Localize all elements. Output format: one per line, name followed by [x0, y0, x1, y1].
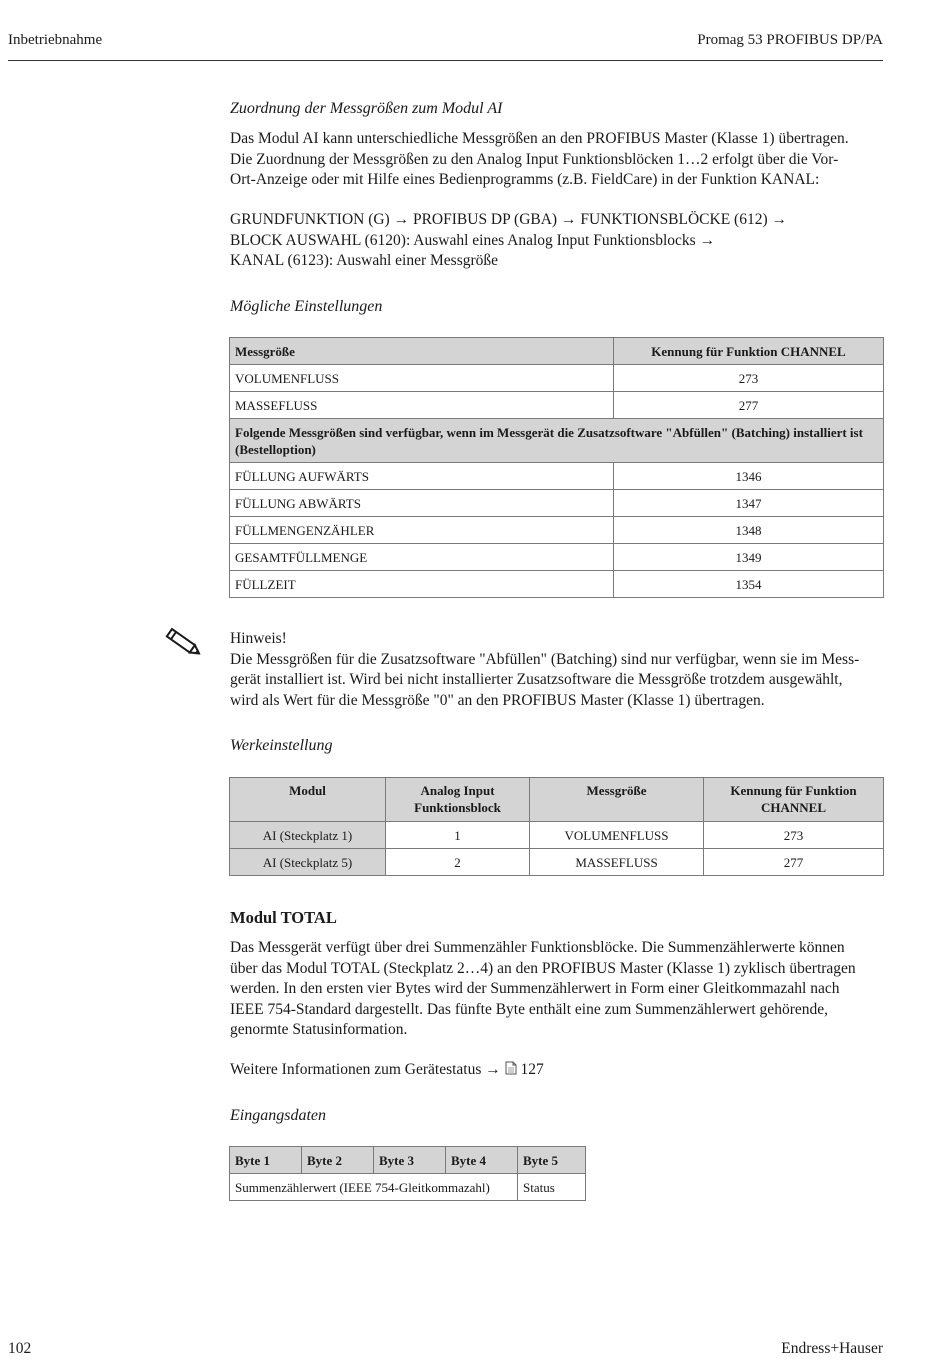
- table-cell: Status: [518, 1174, 586, 1201]
- table-cell: GESAMTFÜLLMENGE: [230, 544, 614, 571]
- table-cell: MASSEFLUSS: [530, 849, 704, 876]
- text-line: KANAL (6123): Auswahl einer Messgröße: [230, 252, 499, 269]
- table-subheader-row: [230, 419, 884, 463]
- text-line: Ort-Anzeige oder mit Hilfe eines Bedienprogramms (z.B. FieldCare) in der Funktion KANAL:: [230, 171, 820, 188]
- table-row: [230, 392, 884, 419]
- table-cell: MASSEFLUSS: [230, 392, 614, 419]
- reference-page-link[interactable]: 127: [520, 1061, 544, 1078]
- page-number: 102: [8, 1340, 32, 1357]
- page-reference-icon: [505, 1061, 517, 1082]
- table-cell: 1346: [614, 463, 884, 490]
- column-header: Byte 4: [446, 1147, 518, 1174]
- table-row: [230, 1174, 586, 1201]
- hinweis-block: [230, 629, 885, 711]
- zuordnung-heading: Zuordnung der Messgrößen zum Modul AI: [230, 100, 503, 117]
- text-line: Die Zuordnung der Messgrößen zu den Analog Input Funktionsblöcken 1…2 erfolgt über die Vor-: [230, 150, 839, 168]
- eingang-heading: Eingangsdaten: [230, 1107, 326, 1124]
- table-cell: AI (Steckplatz 5): [230, 849, 386, 876]
- table-cell: 2: [386, 849, 530, 876]
- table-subheader: Folgende Messgrößen sind verfügbar, wenn im Messgerät die Zusatzsoftware "Abfüllen" (Batching) installiert ist (Bestelloption): [230, 419, 884, 463]
- table-cell: AI (Steckplatz 1): [230, 822, 386, 849]
- table-row: [230, 849, 884, 876]
- text-line: über das Modul TOTAL (Steckplatz 2…4) an den PROFIBUS Master (Klasse 1) zyklisch übertragen: [230, 959, 856, 977]
- text-line: BLOCK AUSWAHL (6120): Auswahl eines Analog Input Funktionsblocks →: [230, 231, 716, 249]
- table-cell: FÜLLUNG ABWÄRTS: [230, 490, 614, 517]
- table-row: [230, 571, 884, 598]
- header-section-title: Inbetriebnahme: [8, 32, 103, 48]
- table-cell: 277: [704, 849, 884, 876]
- text-line: Das Messgerät verfügt über drei Summenzähler Funktionsblöcke. Die Summenzählerwerte können: [230, 939, 845, 956]
- text-line: Das Modul AI kann unterschiedliche Messgrößen an den PROFIBUS Master (Klasse 1) übertragen.: [230, 130, 849, 147]
- table-cell: Summenzählerwert (IEEE 754-Gleitkommazahl): [230, 1174, 518, 1201]
- table-row: [230, 365, 884, 392]
- text-line: werden. In den ersten vier Bytes wird der Summenzählerwert in Form einer Gleitkommazahl nach: [230, 980, 840, 997]
- table-cell: FÜLLMENGENZÄHLER: [230, 517, 614, 544]
- table-cell: 1349: [614, 544, 884, 571]
- column-header: Messgröße: [530, 778, 704, 822]
- table-cell: 1354: [614, 571, 884, 598]
- input-data-table: [229, 1146, 586, 1201]
- column-header: Kennung für Funktion CHANNEL: [704, 778, 884, 822]
- moegliche-heading: Mögliche Einstellungen: [230, 298, 383, 315]
- total-heading: Modul TOTAL: [230, 908, 337, 927]
- table-cell: FÜLLZEIT: [230, 571, 614, 598]
- table-row: [230, 517, 884, 544]
- reference-text: Weitere Informationen zum Gerätestatus →: [230, 1061, 501, 1078]
- zuordnung-paragraph: [230, 129, 885, 191]
- column-header: Analog Input Funktionsblock: [386, 778, 530, 822]
- factory-settings-table: [229, 777, 884, 876]
- table-cell: VOLUMENFLUSS: [530, 822, 704, 849]
- text-line: GRUNDFUNKTION (G) → PROFIBUS DP (GBA) → FUNKTIONSBLÖCKE (612) →: [230, 211, 788, 228]
- total-paragraph: [230, 938, 885, 1041]
- table-cell: 273: [614, 365, 884, 392]
- table-row: [230, 490, 884, 517]
- column-header: Byte 3: [374, 1147, 446, 1174]
- table-cell: VOLUMENFLUSS: [230, 365, 614, 392]
- column-header: Byte 1: [230, 1147, 302, 1174]
- settings-table: [229, 337, 884, 598]
- table-cell: 273: [704, 822, 884, 849]
- hinweis-title: Hinweis!: [230, 630, 287, 647]
- text-line: IEEE 754-Standard dargestellt. Das fünfte Byte enthält eine zum Summenzählerwert gehörende,: [230, 1000, 828, 1018]
- menu-path: [230, 210, 885, 272]
- status-reference: [230, 1060, 885, 1082]
- table-row: [230, 463, 884, 490]
- text-line: wird als Wert für die Messgröße "0" an den PROFIBUS Master (Klasse 1) übertragen.: [230, 691, 765, 709]
- header-divider: [8, 60, 883, 61]
- column-header: Byte 2: [302, 1147, 374, 1174]
- text-line: gerät installiert ist. Wird bei nicht installierter Zusatzsoftware die Messgröße trotzdem ausgewählt,: [230, 671, 843, 688]
- column-header: Messgröße: [230, 338, 614, 365]
- table-cell: 1: [386, 822, 530, 849]
- table-cell: 1348: [614, 517, 884, 544]
- text-line: genormte Statusinformation.: [230, 1021, 408, 1038]
- table-cell: 277: [614, 392, 884, 419]
- brand-name: Endress+Hauser: [781, 1340, 883, 1357]
- header-document-title: Promag 53 PROFIBUS DP/PA: [697, 32, 883, 48]
- table-row: [230, 544, 884, 571]
- table-row: [230, 822, 884, 849]
- table-cell: FÜLLUNG AUFWÄRTS: [230, 463, 614, 490]
- column-header: Modul: [230, 778, 386, 822]
- pencil-note-icon: [160, 622, 206, 662]
- text-line: Die Messgrößen für die Zusatzsoftware "Abfüllen" (Batching) sind nur verfügbar, wenn sie im Mess-: [230, 650, 860, 668]
- column-header: Kennung für Funktion CHANNEL: [614, 338, 884, 365]
- table-cell: 1347: [614, 490, 884, 517]
- column-header: Byte 5: [518, 1147, 586, 1174]
- werk-heading: Werkeinstellung: [230, 737, 333, 754]
